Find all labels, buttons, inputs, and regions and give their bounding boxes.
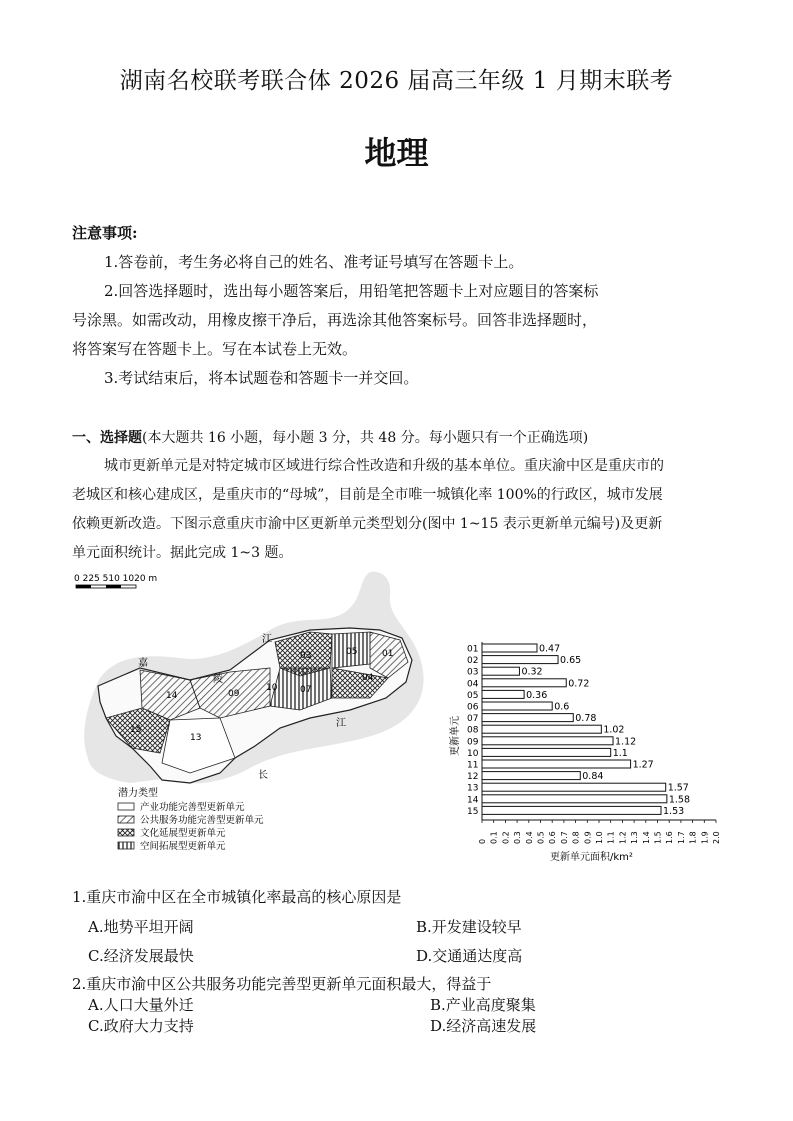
chart-category-label: 01 (467, 644, 479, 655)
chart-category-label: 11 (467, 760, 479, 771)
chart-value-label: 1.27 (632, 759, 654, 771)
notice-line: 将答案写在答题卡上。写在本试卷上无效。 (72, 340, 358, 358)
intro-line: 老城区和核心建成区，是重庆市的“母城”，目前是全市唯一城镇化率 100%的行政区，城市发展 (72, 487, 663, 503)
legend-label: 产业功能完善型更新单元 (140, 802, 245, 813)
district-map (70, 568, 440, 868)
chart-value-label: 1.53 (663, 805, 685, 817)
chart-category-label: 08 (467, 725, 479, 736)
chart-x-tick-label: 1.5 (653, 831, 663, 844)
unit-label: 09 (228, 689, 240, 699)
chart-bar (482, 725, 601, 733)
unit-label: 01 (382, 649, 394, 659)
chart-x-tick-label: 2.0 (712, 831, 721, 844)
chart-value-label: 1.12 (615, 736, 637, 748)
question-option: D.经济高速发展 (430, 1017, 537, 1035)
chart-x-tick-label: 1.6 (665, 831, 675, 844)
question-option: C.经济发展最快 (88, 947, 194, 965)
scale-bar (76, 585, 136, 588)
exam-title: 湖南名校联考联合体 2026 届高三年级 1 月期末联考 (119, 68, 674, 94)
unit-label: 13 (190, 733, 202, 743)
chart-value-label: 0.65 (560, 655, 582, 667)
legend-title: 潜力类型 (118, 788, 158, 799)
river-label-ling: 陵 (213, 674, 223, 685)
chart-value-label: 1.02 (603, 724, 625, 736)
notice-line: 2.回答选择题时，选出每小题答案后，用铅笔把答题卡上对应题目的答案标 (104, 282, 599, 300)
chart-bar (482, 679, 566, 687)
chart-value-label: 0.6 (554, 701, 570, 713)
chart-x-tick-label: 0.7 (559, 831, 569, 844)
chart-bar (482, 806, 661, 814)
chart-category-label: 13 (467, 783, 479, 794)
chart-x-tick-label: 1.2 (618, 831, 628, 844)
chart-x-tick-label: 0.9 (583, 831, 593, 844)
question-option: C.政府大力支持 (88, 1017, 194, 1035)
chart-x-tick-label: 1.3 (630, 831, 640, 844)
river-label-jiang1: 江 (262, 634, 272, 645)
chart-bar (482, 702, 552, 710)
notice-line: 3.考试结束后，将本试题卷和答题卡一并交回。 (104, 369, 419, 387)
chart-x-tick-label: 0.4 (524, 831, 534, 844)
river-label-jia: 嘉 (138, 658, 148, 669)
question-option: B.开发建设较早 (416, 918, 522, 936)
chart-value-label: 0.47 (538, 643, 561, 655)
chart-bar (482, 667, 519, 675)
chart-value-label: 0.78 (575, 713, 597, 725)
legend-swatch-space (118, 842, 134, 849)
chart-value-label: 1.57 (667, 782, 689, 794)
chart-bar (482, 748, 611, 756)
chart-x-tick-label: 1.1 (606, 831, 616, 844)
chart-x-tick-label: 0.3 (513, 831, 523, 844)
chart-x-tick-label: 0.8 (571, 831, 581, 844)
chart-bar (482, 760, 631, 768)
chart-x-tick-label: 0.1 (489, 831, 499, 844)
chart-bar (482, 714, 573, 722)
chart-bar (482, 795, 667, 803)
chart-x-tick-label: 1.4 (641, 831, 651, 844)
chart-value-label: 0.36 (526, 689, 548, 701)
unit-label: 04 (362, 673, 374, 683)
chart-category-label: 05 (467, 690, 479, 701)
question-option: B.产业高度聚集 (430, 996, 536, 1014)
chart-x-tick-label: 1.7 (676, 831, 686, 844)
section-heading-label: 一、选择题 (72, 430, 142, 446)
chart-x-tick-label: 0.2 (501, 831, 511, 844)
legend-swatch-industry (118, 803, 134, 810)
chart-bar (482, 783, 666, 791)
chart-bar (482, 737, 613, 745)
chart-category-label: 03 (467, 667, 479, 678)
chart-value-label: 1.58 (668, 794, 691, 806)
chart-x-tick-label: 1.8 (688, 831, 698, 844)
notice-heading: 注意事项: (72, 224, 138, 242)
chart-bar (482, 690, 524, 698)
chart-x-tick-label: 0.6 (548, 831, 558, 844)
chart-category-label: 10 (467, 748, 479, 759)
chart-value-label: 0.72 (568, 678, 590, 690)
chart-category-label: 06 (467, 702, 479, 713)
legend-label: 空间拓展型更新单元 (140, 841, 226, 852)
chart-category-label: 02 (467, 656, 479, 667)
chart-x-tick-label: 1.0 (595, 831, 604, 844)
unit-label: 05 (346, 647, 358, 657)
unit-area-bar-chart (440, 636, 740, 866)
chart-x-tick-label: 0 (478, 838, 487, 844)
unit-label: 10 (266, 683, 278, 693)
chart-value-label: 0.32 (521, 666, 543, 678)
section-heading-note: (本大题共 16 小题，每小题 3 分，共 48 分。每小题只有一个正确选项) (142, 430, 589, 446)
chart-x-label: 更新单元面积/km² (550, 852, 633, 863)
chart-category-label: 04 (467, 679, 479, 690)
unit-label: 03 (300, 651, 312, 661)
chart-bar (482, 656, 558, 664)
intro-line: 城市更新单元是对特定城市区域进行综合性改造和升级的基本单位。重庆渝中区是重庆市的 (104, 458, 664, 474)
legend-swatch-public (118, 816, 134, 823)
legend-label: 文化延展型更新单元 (140, 828, 226, 839)
notice-line: 号涂黑。如需改动，用橡皮擦干净后，再选涂其他答案标号。回答非选择题时， (72, 311, 598, 329)
intro-line: 依赖更新改造。下图示意重庆市渝中区更新单元类型划分(图中 1~15 表示更新单元编号)及更新 (72, 516, 663, 532)
chart-category-label: 12 (467, 772, 479, 783)
legend-label: 公共服务功能完善型更新单元 (140, 815, 264, 826)
chart-value-label: 1.1 (612, 747, 628, 759)
question-option: D.交通通达度高 (416, 947, 523, 965)
chart-category-label: 07 (467, 714, 479, 725)
notice-line: 1.答卷前，考生务必将自己的姓名、准考证号填写在答题卡上。 (104, 253, 524, 271)
chart-bar (482, 644, 537, 652)
unit-label: 07 (300, 685, 312, 695)
river-label-jiang2: 江 (336, 718, 346, 729)
question-stem: 2.重庆市渝中区公共服务功能完善型更新单元面积最大，得益于 (72, 975, 492, 993)
chart-y-label: 更新单元 (450, 716, 461, 756)
chart-category-label: 15 (467, 806, 479, 817)
chart-bar (482, 772, 580, 780)
chart-x-tick-label: 1.9 (700, 831, 710, 844)
unit-label: 14 (166, 691, 178, 701)
chart-category-label: 14 (467, 795, 479, 806)
question-stem: 1.重庆市渝中区在全市城镇化率最高的核心原因是 (72, 888, 402, 906)
subject-title: 地理 (364, 134, 429, 172)
chart-x-tick-label: 0.5 (536, 831, 546, 844)
section-heading (72, 427, 588, 447)
question-option: A.人口大量外迁 (88, 996, 194, 1014)
river-label-chang: 长 (258, 770, 268, 781)
scale-label: 0 225 510 1020 m (74, 574, 158, 584)
question-option: A.地势平坦开阔 (88, 918, 194, 936)
chart-value-label: 0.84 (582, 771, 604, 783)
unit-label: 15 (130, 725, 142, 735)
legend-swatch-culture (118, 829, 134, 836)
chart-category-label: 09 (467, 737, 479, 748)
intro-line: 单元面积统计。据此完成 1~3 题。 (72, 545, 293, 561)
